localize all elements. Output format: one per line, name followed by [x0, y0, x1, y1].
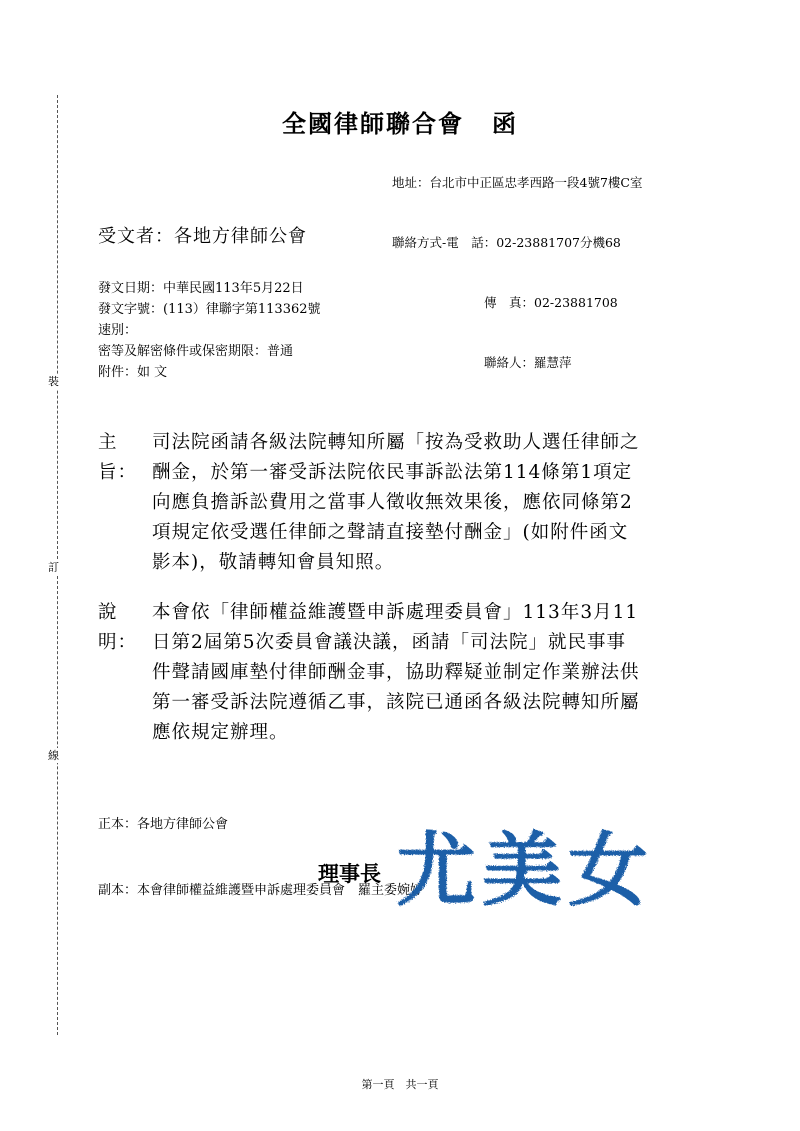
contact-fax: 傳 真：02-23881708 [484, 295, 618, 310]
binding-mark-ding: 訂 [48, 561, 59, 574]
page-number: 第一頁 共一頁 [361, 1078, 439, 1091]
title-kind: 函 [492, 109, 518, 138]
issue-date: 發文日期：中華民國113年5月22日 [98, 281, 304, 296]
subject-label: 主旨： [98, 432, 138, 483]
signature-seal [396, 820, 654, 917]
subject-line: 向應負擔訴訟費用之當事人徵收無效果後，應依同條第2 [152, 492, 633, 513]
recipient: 受文者：各地方律師公會 [98, 226, 307, 247]
contact-phone: 聯絡方式-電 話：02-23881707分機68 [392, 235, 621, 250]
document-number: 發文字號：(113）律聯字第113362號 [98, 302, 321, 317]
explanation-line: 本會依「律師權益維護暨申訴處理委員會」113年3月11 [152, 602, 639, 623]
explanation-label: 說明： [98, 602, 138, 653]
subject-line: 酬金，於第一審受訴法院依民事訴訟法第114條第1項定 [152, 462, 633, 483]
explanation-line: 日第2屆第5次委員會議決議，函請「司法院」就民事事 [152, 632, 627, 653]
contact-person: 聯絡人：羅慧萍 [484, 355, 572, 370]
original-recipient: 正本：各地方律師公會 [98, 817, 229, 832]
subject-line: 司法院函請各級法院轉知所屬「按為受救助人選任律師之 [152, 432, 640, 453]
contact-block [392, 133, 642, 393]
copies-block [98, 770, 423, 924]
explanation-line: 件聲請國庫墊付律師酬金事，協助釋疑並制定作業辦法供 [152, 662, 640, 683]
speed-class: 速別： [98, 323, 138, 338]
binding-mark-zhuang: 裝 [48, 375, 59, 388]
binding-mark-xian: 線 [48, 749, 59, 762]
subject-line: 項規定依受選任律師之聲請直接墊付酬金」(如附件函文 [152, 522, 629, 543]
attachment: 附件：如 文 [98, 365, 168, 380]
seal-text: 尤美女 [396, 823, 654, 917]
signature-title: 理事長 [318, 861, 381, 886]
classification: 密等及解密條件或保密期限：普通 [98, 344, 294, 359]
title-org: 全國律師聯合會 [282, 109, 464, 138]
contact-address: 地址：台北市中正區忠孝西路一段4號7樓C室 [392, 175, 643, 190]
explanation-line: 應依規定辦理。 [152, 722, 289, 743]
subject-line: 影本)，敬請轉知會員知照。 [152, 552, 395, 573]
meta-block [98, 278, 321, 383]
copy-recipient: 副本：本會律師權益維護暨申訴處理委員會 羅主委婉婷 [98, 883, 424, 898]
explanation-line: 第一審受訴法院遵循乙事，該院已通函各級法院轉知所屬 [152, 692, 640, 713]
